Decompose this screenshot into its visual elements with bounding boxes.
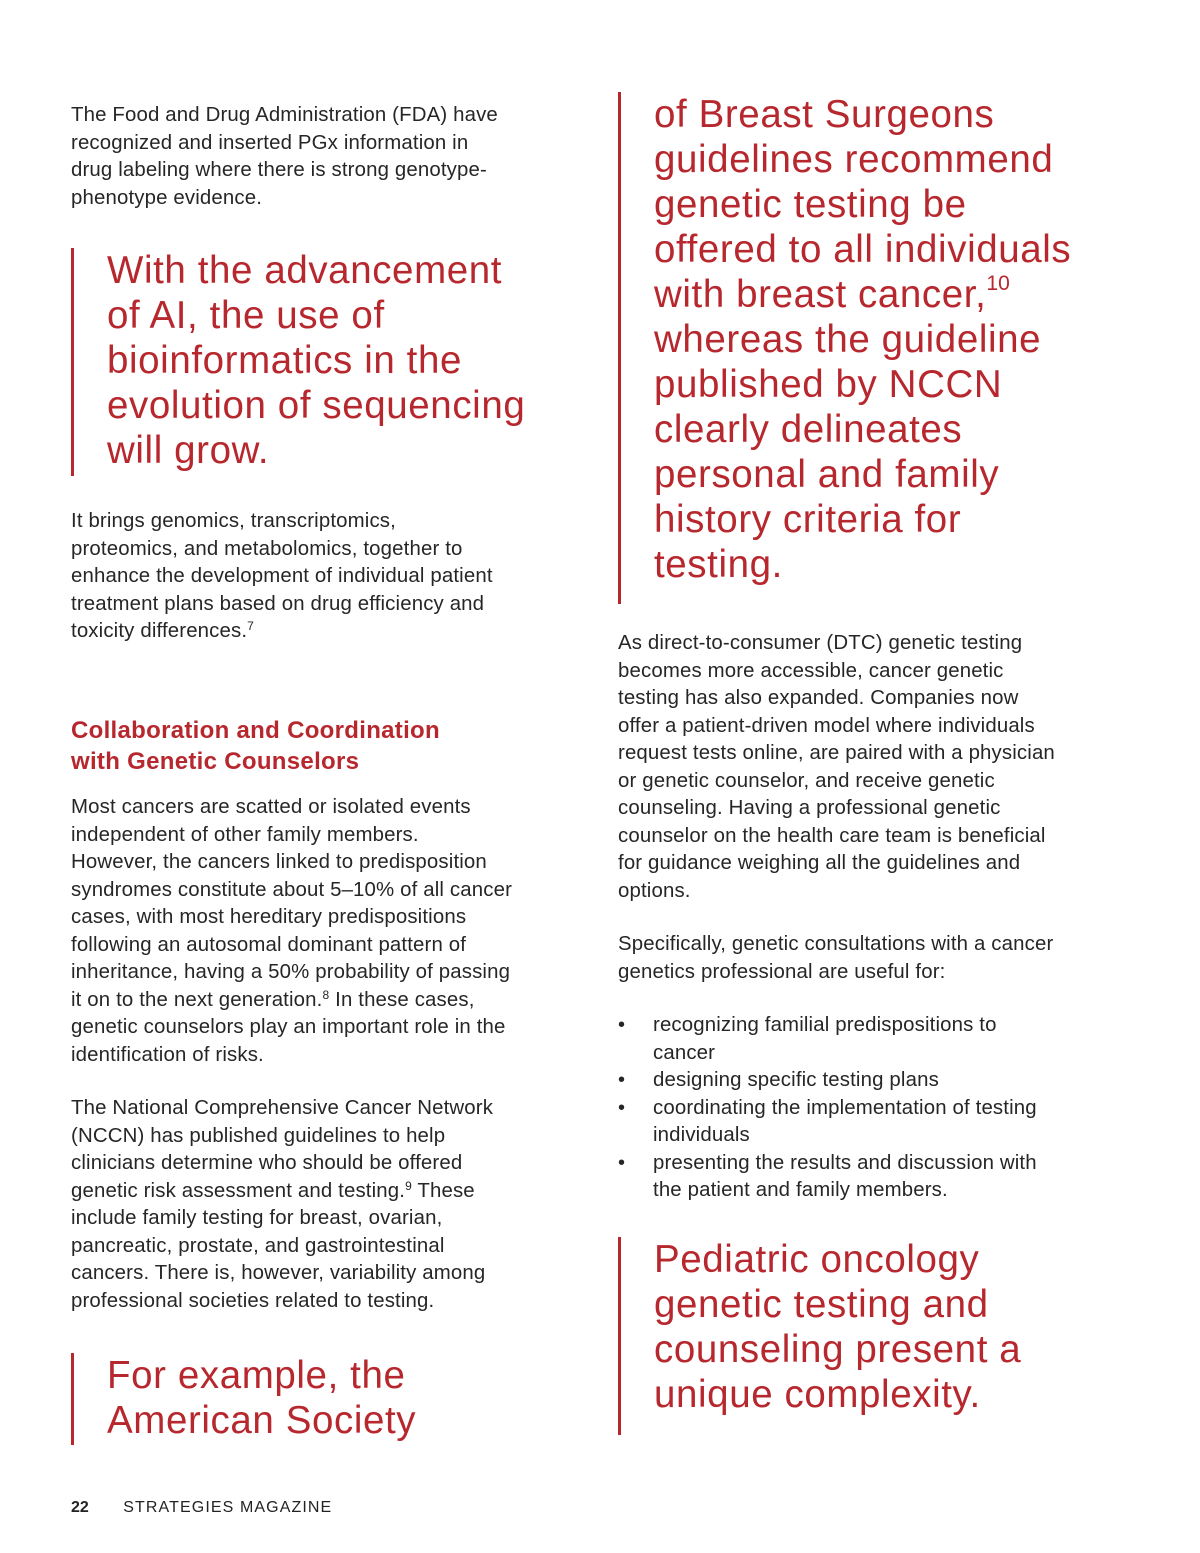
nccn-paragraph: The National Comprehensive Cancer Network (NCCN) has published guidelines to help clinicians determine who should be offered genetic risk assessment and testing.$^9$ These include family testing for breast, ovarian, pancreatic, prostate, and gastrointestinal cancers. There is, however, variability among professional societies related to testing. [71, 1097, 494, 1312]
page-footer [71, 1497, 332, 1519]
footnote-ref-10: 10 [986, 272, 1010, 295]
bullet-icon: • [618, 1151, 626, 1174]
specifically-paragraph: Specifically, genetic consultations with a cancer genetics professional are useful for: [618, 933, 1054, 983]
pull-quote-ai: With the advancement of AI, the use of bioinformatics in the evolution of sequencing will grow. [71, 248, 525, 476]
pull-quote-breast-surgeons: of Breast Surgeons guidelines recommend genetic testing be offered to all individuals with breast cancer,$^{10}$ whereas the guideline published by NCCN clearly delineates personal and family history criteria for testing. [618, 92, 1071, 604]
list-item: • recognizing familial predispositions to cancer [618, 1014, 997, 1064]
bullet-icon: • [618, 1096, 626, 1119]
publication-name: STRATEGIES MAGAZINE [123, 1499, 333, 1516]
section-heading: Collaboration and Coordination with Genetic Counselors [71, 717, 440, 775]
page-number: 22 [71, 1499, 89, 1516]
fda-paragraph: The Food and Drug Administration (FDA) have recognized and inserted PGx information in drug labeling where there is strong genotype- phenotype evidence. [71, 104, 498, 209]
pull-quote-example: For example, the American Society [71, 1353, 416, 1445]
consultation-uses-list [618, 1012, 1037, 1205]
footnote-ref-7: 7 [247, 619, 254, 633]
omics-paragraph: It brings genomics, transcriptomics, proteomics, and metabolomics, together to enhance the development of individual patient treatment plans based on drug efficiency and toxicity differences.$^7$ [71, 510, 493, 642]
list-item: • designing specific testing plans [618, 1067, 1037, 1095]
dtc-paragraph: As direct-to-consumer (DTC) genetic testing becomes more accessible, cancer genetic testing has also expanded. Companies now offer a patient-driven model where individuals request tests online, are paired with a physician or genetic counselor, and receive genetic counseling. Having a professional genetic counselor on the health care team is beneficial for guidance weighing all the guidelines and options. [618, 632, 1055, 902]
footnote-ref-9: 9 [405, 1178, 412, 1193]
footnote-ref-8: 8 [322, 987, 330, 1002]
list-item: • coordinating the implementation of testing individuals [618, 1096, 1037, 1146]
bullet-icon: • [618, 1069, 626, 1091]
pull-quote-pediatric: Pediatric oncology genetic testing and counseling present a unique complexity. [618, 1237, 1021, 1435]
list-item: • presenting the results and discussion with the patient and family members. [618, 1151, 1037, 1201]
bullet-icon: • [618, 1014, 626, 1036]
cancers-paragraph: Most cancers are scatted or isolated events independent of other family members. However, the cancers linked to predisposition syndromes constitute about 5–10% of all cancer cases, with most hereditary predispositions following an autosomal dominant pattern of inheritance, having a 50% probability of passing it on to the next generation.$^8$ In these cases, genetic counselors play an important role in the identification of risks. [71, 796, 513, 1066]
